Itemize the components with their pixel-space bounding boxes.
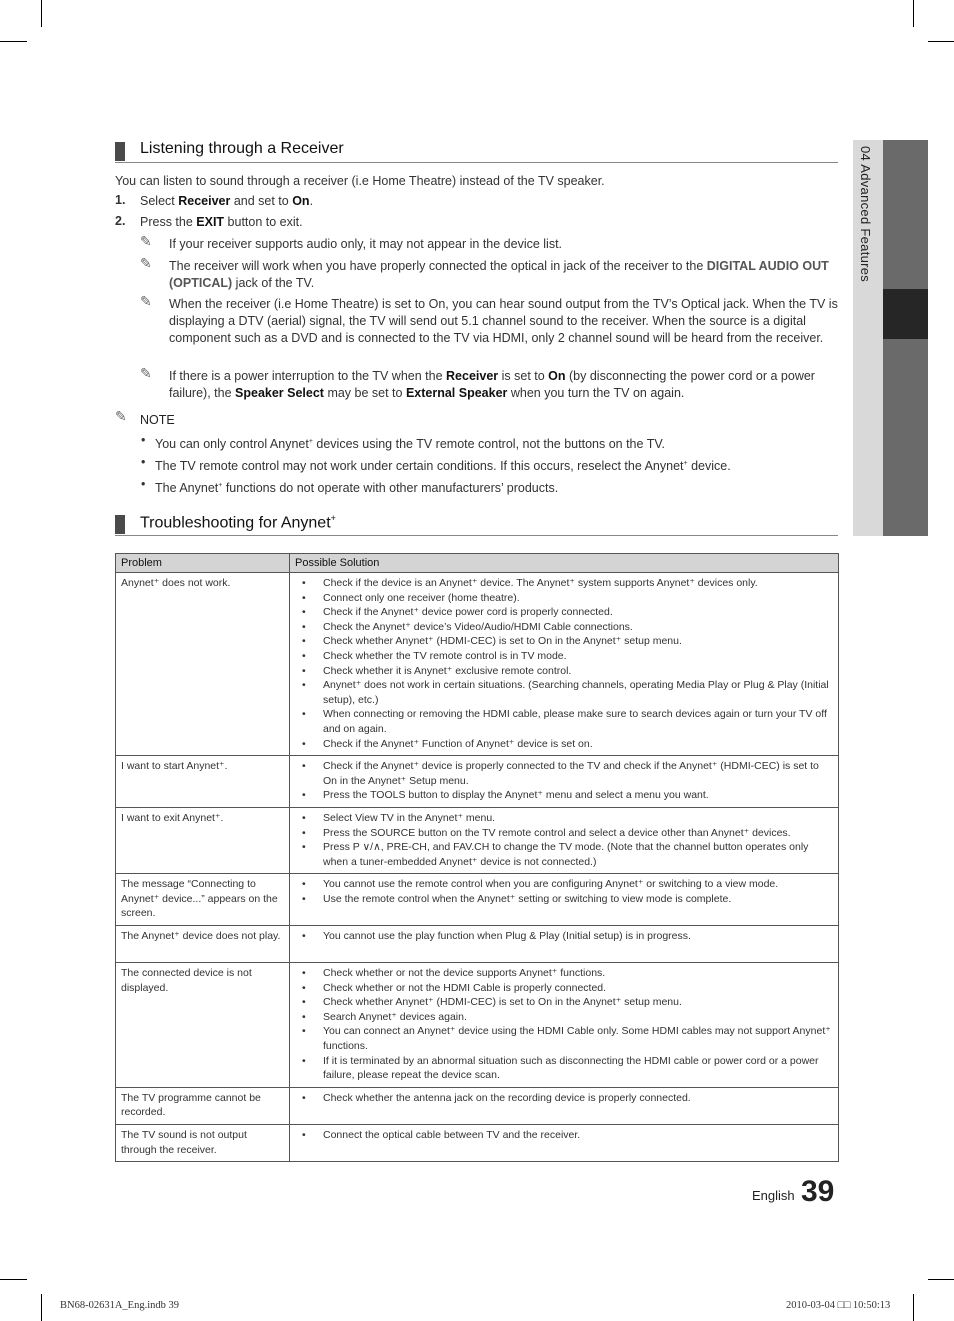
solution-item: • Connect only one receiver (home theatre).	[295, 591, 833, 606]
solution-item: • Select View TV in the Anynet⁺ menu.	[295, 811, 833, 826]
step-number: 1.	[115, 193, 126, 207]
pencil-memo-icon: ✎	[140, 365, 152, 381]
crop-mark	[928, 41, 954, 42]
memo-3: When the receiver (i.e Home Theatre) is set to On, you can hear sound output from the TV’s Optical jack. When the TV is displaying a DTV (aerial) signal, the TV will send out 5.1 channel sound to the receiver. When the source is a digital component such as a DVD and is connected to the TV via HDMI, only 2 channel sound will be heard from the receiver.	[169, 297, 838, 345]
crop-mark	[0, 1279, 27, 1280]
solution-item: • Check the Anynet⁺ device’s Video/Audio/HDMI Cable connections.	[295, 620, 833, 635]
note-label: NOTE	[140, 413, 175, 427]
solution-cell	[290, 963, 839, 1088]
solution-item: • You cannot use the play function when Plug & Play (Initial setup) is in progress.	[295, 929, 833, 944]
section-heading-receiver	[115, 140, 838, 163]
memo-2: The receiver will work when you have properly connected the optical in jack of the receiver to the DIGITAL AUDIO OUT (OPTICAL) jack of the TV.	[169, 259, 829, 290]
crop-mark	[913, 0, 914, 27]
solution-cell	[290, 926, 839, 963]
table-row	[116, 807, 839, 873]
table-row	[116, 963, 839, 1088]
problem-cell: The TV sound is not output through the receiver.	[116, 1125, 290, 1162]
crop-mark	[928, 1279, 954, 1280]
solution-cell	[290, 807, 839, 873]
print-timestamp: 2010-03-04 □□ 10:50:13	[786, 1300, 891, 1311]
table-row	[116, 1087, 839, 1124]
solution-item: • Use the remote control when the Anynet⁺ setting or switching to view mode is complete.	[295, 892, 833, 907]
solution-item: • Check if the device is an Anynet⁺ device. The Anynet⁺ system supports Anynet⁺ devices only.	[295, 576, 833, 591]
solution-cell	[290, 1125, 839, 1162]
step-number: 2.	[115, 214, 126, 228]
bullet-icon: •	[141, 455, 146, 469]
solution-item: • Check if the Anynet⁺ device power cord is properly connected.	[295, 605, 833, 620]
solution-item: • You cannot use the remote control when you are configuring Anynet⁺ or switching to a view mode.	[295, 877, 833, 892]
table-row	[116, 926, 839, 963]
troubleshooting-table	[115, 553, 839, 1162]
chapter-index-active	[883, 289, 928, 339]
print-file-info: BN68-02631A_Eng.indb 39	[60, 1300, 179, 1311]
section-heading-troubleshooting	[115, 513, 838, 536]
solution-item: • Check whether or not the device supports Anynet⁺ functions.	[295, 966, 833, 981]
solution-cell	[290, 874, 839, 926]
heading-bar	[115, 515, 125, 534]
problem-cell: The connected device is not displayed.	[116, 963, 290, 1088]
section-title: Listening through a Receiver	[140, 140, 344, 157]
crop-mark	[913, 1294, 914, 1321]
crop-mark	[0, 41, 27, 42]
section-title: Troubleshooting for Anynet+	[140, 513, 336, 532]
note-item: The TV remote control may not work under certain conditions. If this occurs, reselect the Anynet+ device.	[155, 459, 731, 474]
table-row	[116, 1125, 839, 1162]
memo-1: If your receiver supports audio only, it may not appear in the device list.	[169, 237, 563, 251]
crop-mark	[41, 1294, 42, 1321]
problem-cell: The Anynet⁺ device does not play.	[116, 926, 290, 963]
problem-cell: Anynet⁺ does not work.	[116, 573, 290, 756]
table-row	[116, 573, 839, 756]
solution-item: • Check whether the TV remote control is in TV mode.	[295, 649, 833, 664]
problem-cell: The message “Connecting to Anynet⁺ device...” appears on the screen.	[116, 874, 290, 926]
step-1: Select Receiver and set to On.	[140, 194, 314, 208]
table-row	[116, 874, 839, 926]
bullet-icon: •	[141, 433, 146, 447]
pencil-memo-icon: ✎	[140, 255, 152, 271]
solution-item: • Check whether or not the HDMI Cable is properly connected.	[295, 981, 833, 996]
note-item: You can only control Anynet+ devices using the TV remote control, not the buttons on the TV.	[155, 437, 665, 452]
solution-item: • Check whether Anynet⁺ (HDMI-CEC) is set to On in the Anynet⁺ setup menu.	[295, 634, 833, 649]
solution-item: • Search Anynet⁺ devices again.	[295, 1010, 833, 1025]
solution-item: • Press P ∨/∧, PRE-CH, and FAV.CH to change the TV mode. (Note that the channel button operates only when a tuner-embedded Anynet⁺ device is not connected.)	[295, 840, 833, 869]
column-header-problem: Problem	[116, 554, 290, 573]
solution-item: • Check whether Anynet⁺ (HDMI-CEC) is set to On in the Anynet⁺ setup menu.	[295, 995, 833, 1010]
solution-item: • Check if the Anynet⁺ Function of Anynet⁺ device is set on.	[295, 737, 833, 752]
table-row	[116, 756, 839, 808]
problem-cell: The TV programme cannot be recorded.	[116, 1087, 290, 1124]
solution-item: • Check whether it is Anynet⁺ exclusive remote control.	[295, 664, 833, 679]
solution-item: • Check if the Anynet⁺ device is properly connected to the TV and check if the Anynet⁺ (HDMI-CEC) is set to On in the Anynet⁺ Setup menu.	[295, 759, 833, 788]
page-number: 39	[801, 1175, 835, 1208]
problem-cell: I want to exit Anynet⁺.	[116, 807, 290, 873]
pencil-memo-icon: ✎	[140, 293, 152, 309]
solution-item: • Press the TOOLS button to display the Anynet⁺ menu and select a menu you want.	[295, 788, 833, 803]
problem-cell: I want to start Anynet⁺.	[116, 756, 290, 808]
solution-item: • Check whether the antenna jack on the recording device is properly connected.	[295, 1091, 833, 1106]
chapter-label: 04 Advanced Features	[858, 146, 873, 283]
table-header-row	[116, 554, 839, 573]
solution-item: • Press the SOURCE button on the TV remote control and select a device other than Anynet⁺ devices.	[295, 826, 833, 841]
heading-bar	[115, 142, 125, 161]
note-item: The Anynet+ functions do not operate with other manufacturers’ products.	[155, 481, 559, 496]
solution-item: • You can connect an Anynet⁺ device using the HDMI Cable only. Some HDMI cables may not support Anynet⁺ functions.	[295, 1024, 833, 1053]
footer-language: English	[752, 1188, 795, 1203]
solution-item: • When connecting or removing the HDMI cable, please make sure to search devices again or turn your TV off and on again.	[295, 707, 833, 736]
solution-cell	[290, 1087, 839, 1124]
solution-item: • Connect the optical cable between TV and the receiver.	[295, 1128, 833, 1143]
solution-cell	[290, 756, 839, 808]
crop-mark	[41, 0, 42, 27]
memo-4: If there is a power interruption to the TV when the Receiver is set to On (by disconnecting the power cord or a power failure), the Speaker Select may be set to External Speaker when you turn the TV on again.	[169, 369, 815, 400]
column-header-solution: Possible Solution	[290, 554, 839, 573]
bullet-icon: •	[141, 477, 146, 491]
solution-item: • Anynet⁺ does not work in certain situations. (Searching channels, operating Media Play or Plug & Play (Initial setup), etc.)	[295, 678, 833, 707]
intro-text: You can listen to sound through a receiver (i.e Home Theatre) instead of the TV speaker.	[115, 174, 605, 188]
solution-cell	[290, 573, 839, 756]
pencil-memo-icon: ✎	[115, 408, 127, 424]
pencil-memo-icon: ✎	[140, 233, 152, 249]
solution-item: • If it is terminated by an abnormal situation such as disconnecting the HDMI cable or power cord or a power failure, please repeat the device scan.	[295, 1054, 833, 1083]
chapter-index-bar	[883, 140, 928, 536]
step-2: Press the EXIT button to exit.	[140, 215, 303, 229]
